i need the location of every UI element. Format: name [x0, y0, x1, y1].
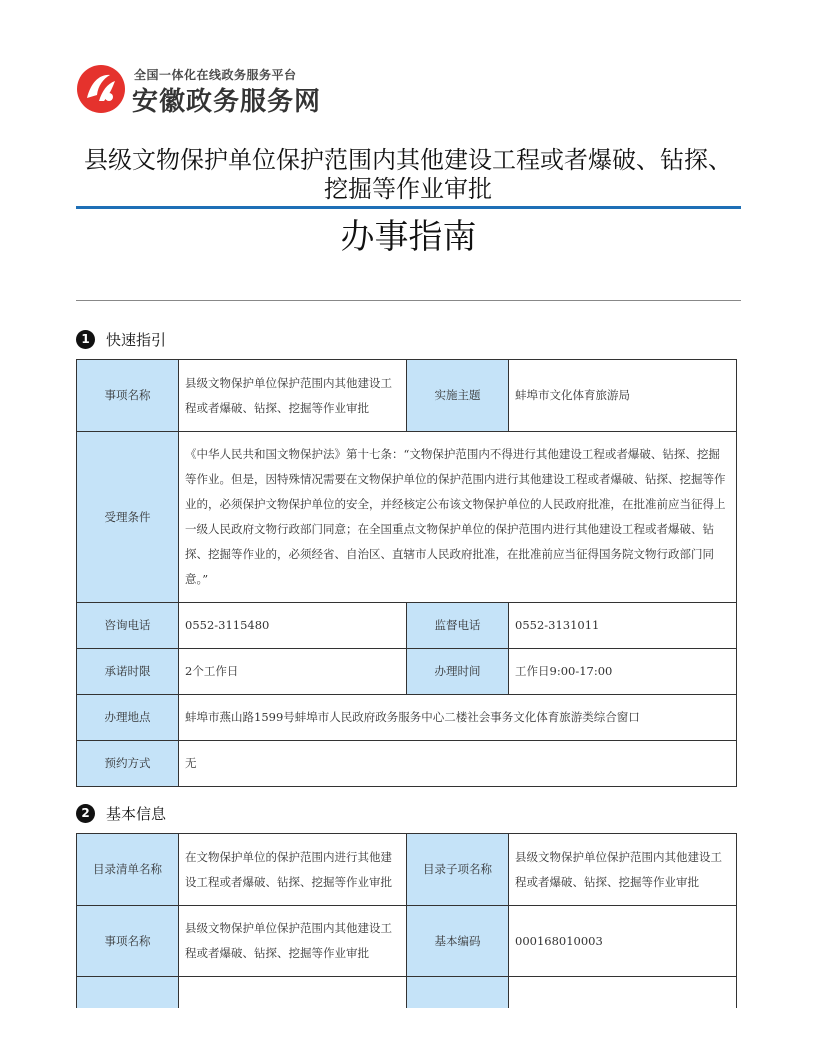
table-row	[77, 432, 737, 603]
appointment-value: 无	[179, 741, 737, 787]
section-title: 快速指引	[106, 331, 167, 349]
appointment-label: 预约方式	[77, 741, 179, 787]
document-subtitle: 办事指南	[340, 217, 477, 257]
logo-name: 安徽政务服务网	[132, 87, 322, 117]
logo-mark-icon	[76, 64, 126, 114]
impl-subject-label: 实施主题	[407, 360, 509, 432]
quick-guide-table	[76, 359, 737, 787]
section-number-badge: 1	[76, 330, 95, 349]
item-name-label: 事项名称	[77, 360, 179, 432]
table-row	[77, 695, 737, 741]
table-row	[77, 649, 737, 695]
page-bottom-margin	[0, 1008, 816, 1056]
promise-value: 2个工作日	[179, 649, 407, 695]
section-number-badge: 2	[76, 804, 95, 823]
impl-subject-value: 蚌埠市文化体育旅游局	[509, 360, 737, 432]
document-title: 县级文物保护单位保护范围内其他建设工程或者爆破、钻探、挖掘等作业审批	[84, 146, 732, 203]
address-value: 蚌埠市燕山路1599号蚌埠市人民政府政务服务中心二楼社会事务文化体育旅游类综合窗口	[179, 695, 737, 741]
hours-label: 办理时间	[407, 649, 509, 695]
table-row	[77, 603, 737, 649]
code-label: 基本编码	[407, 906, 509, 977]
header-divider	[76, 300, 741, 301]
item-name-label: 事项名称	[77, 906, 179, 977]
promise-label: 承诺时限	[77, 649, 179, 695]
item-name-value: 县级文物保护单位保护范围内其他建设工程或者爆破、钻探、挖掘等作业审批	[179, 360, 407, 432]
section-title: 基本信息	[106, 805, 167, 823]
consult-phone-value: 0552-3115480	[179, 603, 407, 649]
address-label: 办理地点	[77, 695, 179, 741]
table-row	[77, 834, 737, 906]
logo-tagline: 全国一体化在线政务服务平台	[134, 68, 297, 82]
table-row	[77, 360, 737, 432]
basic-info-table	[76, 833, 737, 1037]
site-logo[interactable]	[76, 64, 336, 120]
supervise-phone-label: 监督电话	[407, 603, 509, 649]
catalog-label: 目录清单名称	[77, 834, 179, 906]
conditions-label: 受理条件	[77, 432, 179, 603]
consult-phone-label: 咨询电话	[77, 603, 179, 649]
table-row	[77, 741, 737, 787]
item-name-value: 县级文物保护单位保护范围内其他建设工程或者爆破、钻探、挖掘等作业审批	[179, 906, 407, 977]
catalog-value: 在文物保护单位的保护范围内进行其他建设工程或者爆破、钻探、挖掘等作业审批	[179, 834, 407, 906]
table-row	[77, 906, 737, 977]
title-divider	[76, 206, 741, 209]
supervise-phone-value: 0552-3131011	[509, 603, 737, 649]
sub-item-value: 县级文物保护单位保护范围内其他建设工程或者爆破、钻探、挖掘等作业审批	[509, 834, 737, 906]
sub-item-label: 目录子项名称	[407, 834, 509, 906]
hours-value: 工作日9:00-17:00	[509, 649, 737, 695]
conditions-value: 《中华人民共和国文物保护法》第十七条：“文物保护范围内不得进行其他建设工程或者爆破、钻探、挖掘等作业。但是，因特殊情况需要在文物保护单位的保护范围内进行其他建设工程或者爆破、钻探、挖掘等作业的，必须保护文物保护单位的安全，并经核定公布该文物保护单位的人民政府批准，在批准前应当征得上一级人民政府文物行政部门同意；在全国重点文物保护单位的保护范围内进行其他建设工程或者爆破、钻探、挖掘等作业的，必须经省、自治区、直辖市人民政府批准，在批准前应当征得国务院文物行政部门同意。”	[179, 432, 737, 603]
code-value: 000168010003	[509, 906, 737, 977]
